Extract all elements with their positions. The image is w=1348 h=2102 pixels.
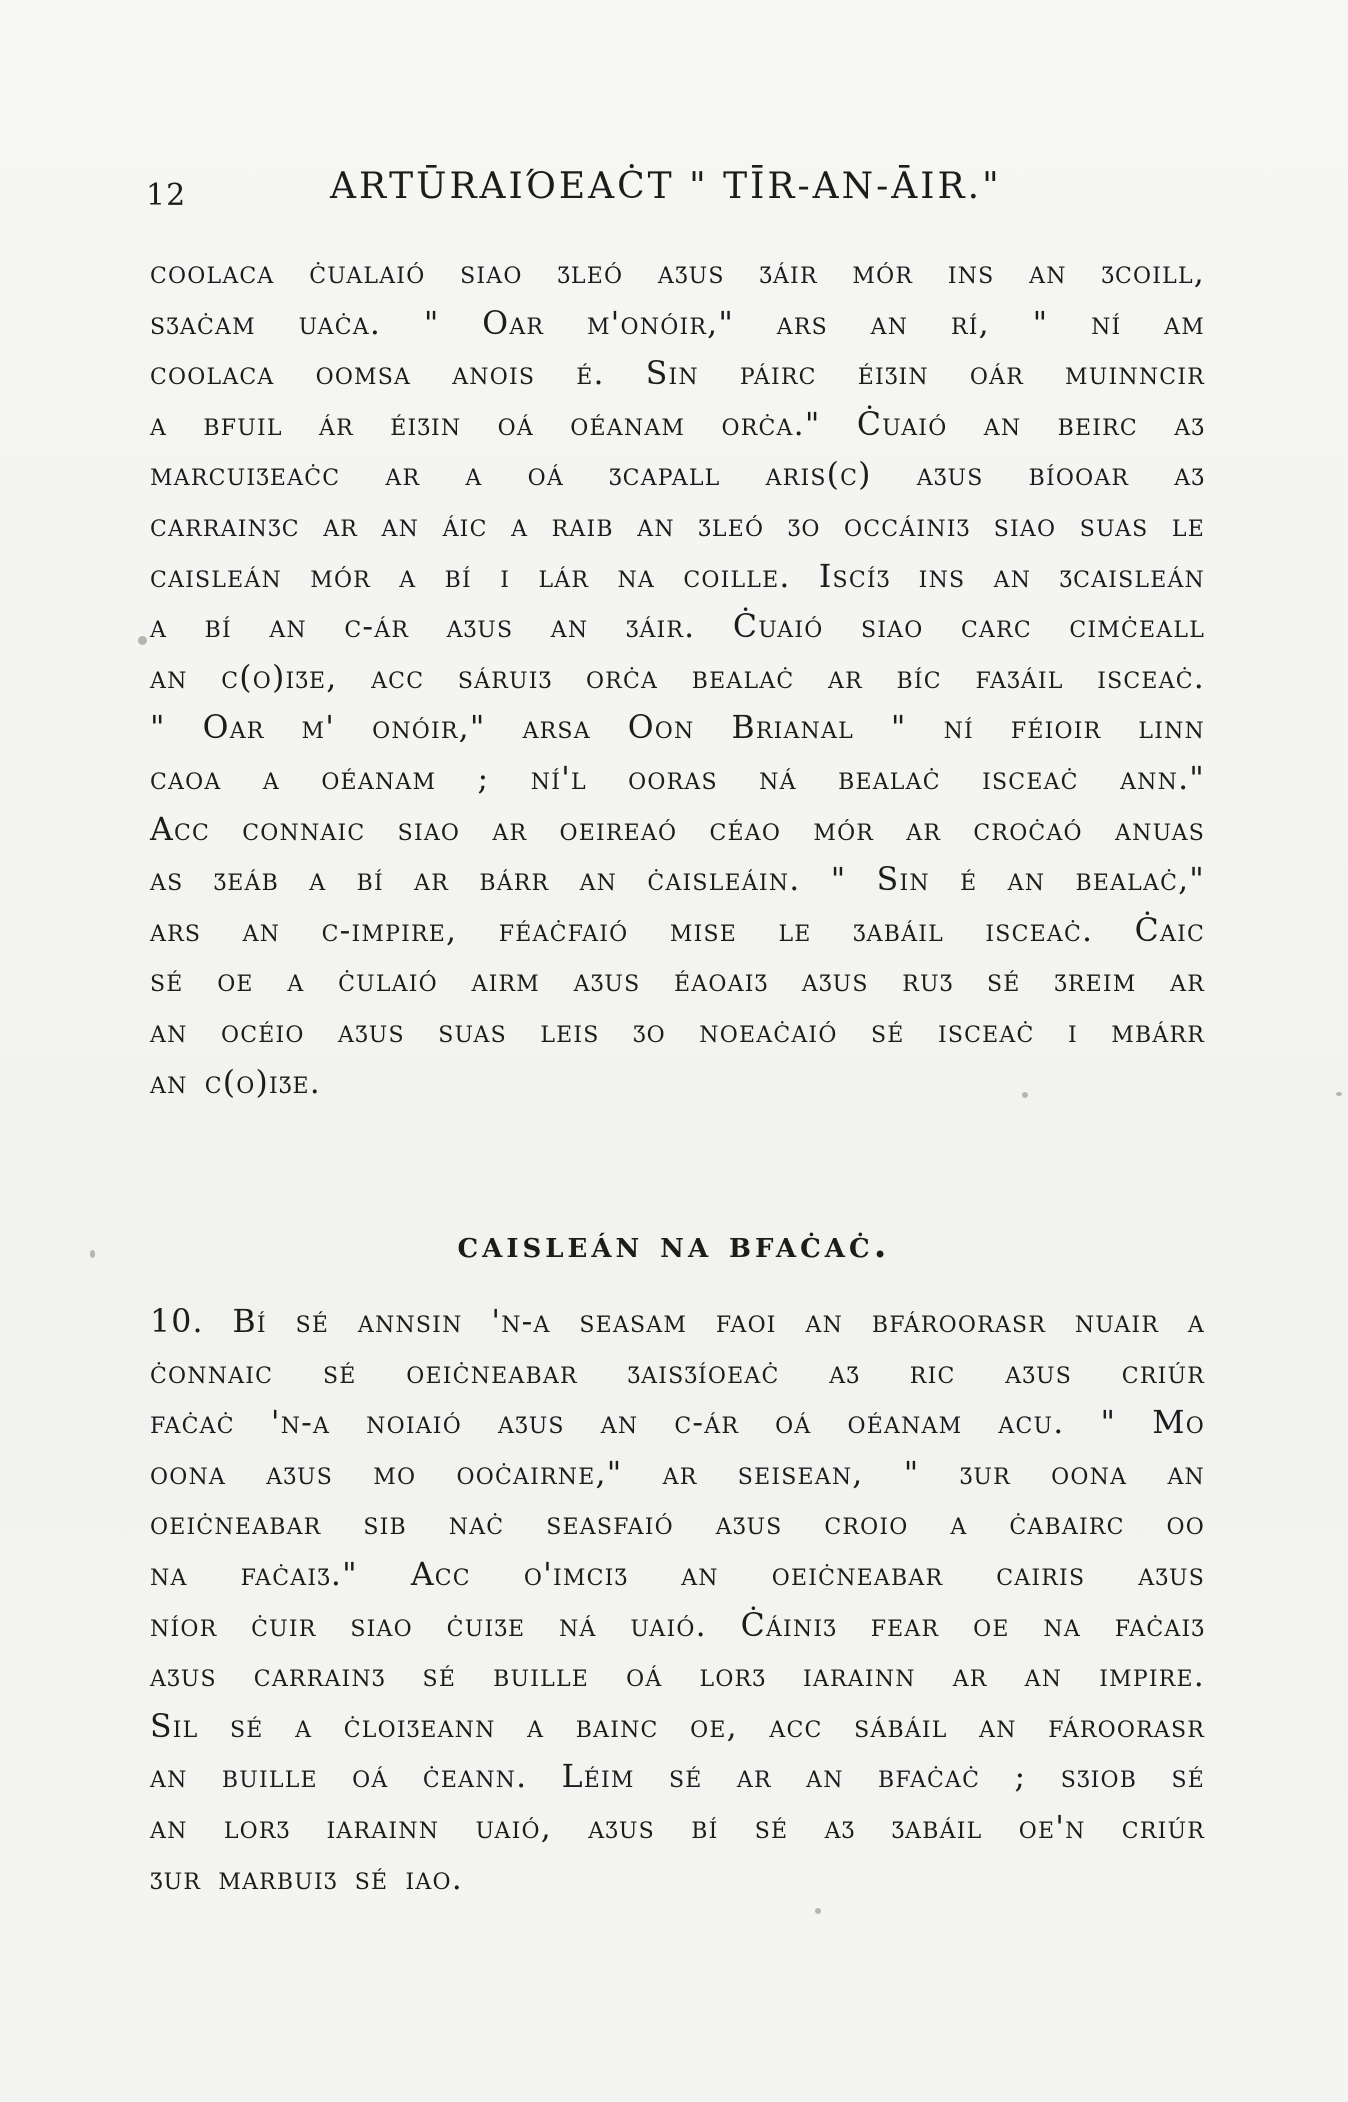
scan-speck xyxy=(90,1250,95,1258)
text-line: sʒaċam uaċa. " Oar m'onóir," ars an rí, " ní am xyxy=(150,305,1205,342)
scan-speck xyxy=(1336,1092,1342,1096)
text-line: an océio aʒus suas leis ʒo noeaċaió sé isceaċ i mbárr xyxy=(150,1013,1205,1050)
scan-speck xyxy=(1022,1092,1028,1098)
text-line: na faċaiʒ." Acc o'imciʒ an oeiċneabar cairis aʒus xyxy=(150,1556,1205,1593)
text-line: ʒur marbuiʒ sé iao. xyxy=(150,1860,463,1897)
scan-speck xyxy=(138,636,147,645)
paragraph-1 xyxy=(150,248,1205,1108)
scan-speck xyxy=(815,1908,821,1914)
text-line: carrainʒc ar an áic a raib an ʒleó ʒo occáiniʒ siao suas le xyxy=(150,507,1205,544)
section-heading: caisleán na bfaċaċ. xyxy=(457,1222,891,1266)
text-line: an c(o)iʒe, acc sáruiʒ orċa bealaċ ar bíc faʒáil isceaċ. xyxy=(150,659,1205,696)
text-line: oona aʒus mo ooċairne," ar seisean, " ʒur oona an xyxy=(150,1455,1205,1492)
text-line: ars an c-impire, féaċfaió mise le ʒabáil isceaċ. Ċaic xyxy=(150,912,1205,949)
running-head xyxy=(140,150,1220,220)
page-number: 12 xyxy=(146,178,187,213)
text-line: caoa a oéanam ; ní'l ooras ná bealaċ isceaċ ann." xyxy=(150,760,1205,797)
text-line: caisleán mór a bí i lár na coille. Iscíʒ ins an ʒcaisleán xyxy=(150,558,1205,595)
text-line: " Oar m' onóir," arsa Oon Brianal " ní féioir linn xyxy=(150,710,1205,747)
text-line: oeiċneabar sib naċ seasfaió aʒus croio a ċabairc oo xyxy=(150,1506,1205,1543)
text-line: Acc connaic siao ar oeireaó céao mór ar croċaó anuas xyxy=(150,811,1205,848)
text-line: coolaca ċualaió siao ʒleó aʒus ʒáir mór ins an ʒcoill, xyxy=(150,255,1205,291)
text-line: Sil sé a ċloiʒeann a bainc oe, acc sábáil an fároorasr xyxy=(150,1708,1205,1745)
text-line: aʒus carrainʒ sé buille oá lorʒ iarainn ar an impire. xyxy=(150,1658,1205,1695)
text-line: a bfuil ár éiʒin oá oéanam orċa." Ċuaió an beirc aʒ xyxy=(150,406,1205,443)
text-line: coolaca oomsa anois é. Sin páirc éiʒin oár muinncir xyxy=(150,356,1205,393)
text-line: ċonnaic sé oeiċneabar ʒaisʒíoeaċ aʒ ric aʒus criúr xyxy=(150,1354,1205,1391)
text-line: faċaċ 'n-a noiaió aʒus an c-ár oá oéanam acu. " Mo xyxy=(150,1405,1205,1442)
text-line: an buille oá ċeann. Léim sé ar an bfaċaċ ; sʒiob sé xyxy=(150,1759,1205,1796)
text-line: marcuiʒeaċc ar a oá ʒcapall aris(c) aʒus bíooar aʒ xyxy=(150,457,1205,494)
text-line: 10. Bí sé annsin 'n-a seasam faoi an bfároorasr nuair a xyxy=(150,1304,1205,1340)
text-line: an c(o)iʒe. xyxy=(150,1064,321,1101)
running-head-title: ΑRΤŪRΑΙΌΕΑĊΤ " ΤĪR-ΑΝ-ĀΙR." xyxy=(330,166,1002,207)
text-line: a bí an c-ár aʒus an ʒáir. Ċuaió siao carc cimċeall xyxy=(150,609,1205,646)
text-line: sé oe a ċulaió airm aʒus éaoaiʒ aʒus ruʒ sé ʒreim ar xyxy=(150,963,1205,1000)
paragraph-2 xyxy=(150,1297,1205,1904)
text-line: an lorʒ iarainn uaió, aʒus bí sé aʒ ʒabáil oe'n criúr xyxy=(150,1809,1205,1846)
text-line: as ʒeáb a bí ar bárr an ċaisleáin. " Sin é an bealaċ," xyxy=(150,862,1205,899)
text-line: níor ċuir siao ċuiʒe ná uaió. Ċáiniʒ fear oe na faċaiʒ xyxy=(150,1607,1205,1644)
